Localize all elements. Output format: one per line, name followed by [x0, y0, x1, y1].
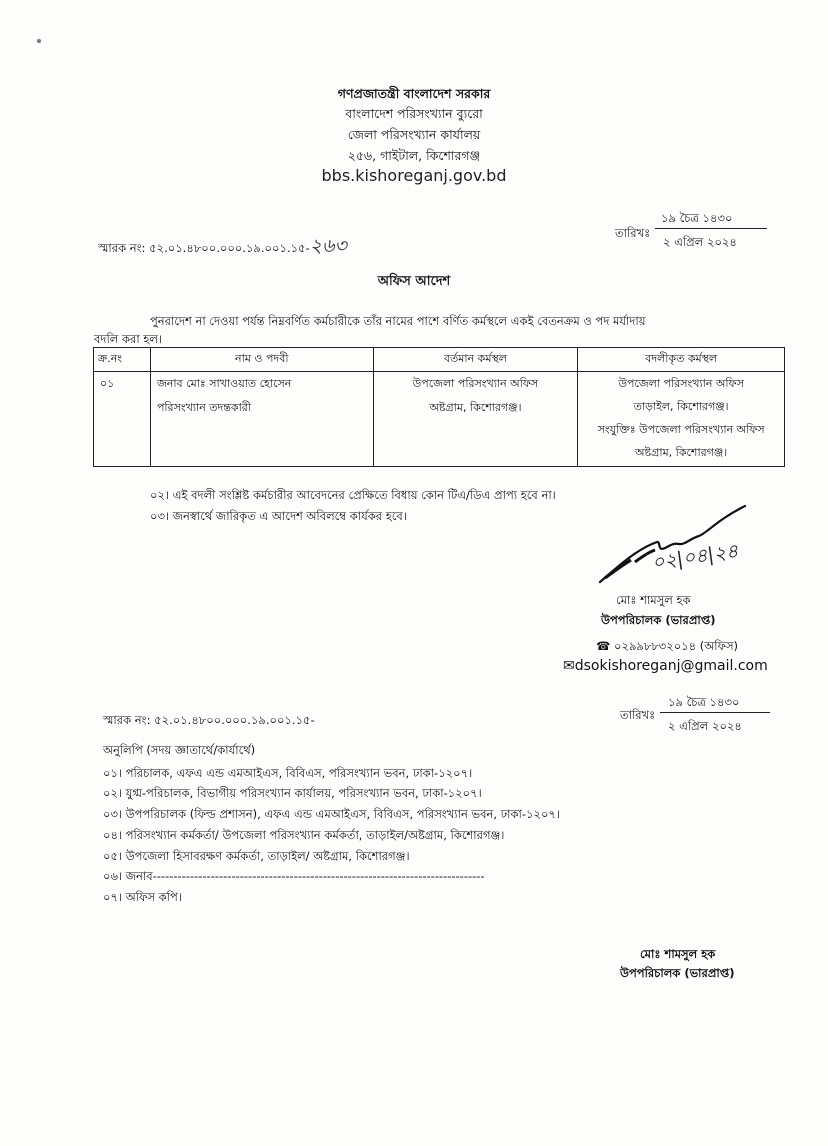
speck-mark — [37, 39, 41, 43]
phone-number: ০২৯৯৮৮৩২০১৪ (অফিস) — [613, 639, 739, 653]
order-note-2: ০২। এই বদলী সংশ্লিষ্ট কর্মচারীর আবেদনের প্রেক্ষিতে বিধায় কোন টিএ/ডিএ প্রাপ্য হবে না। — [150, 488, 556, 502]
order-title: অফিস আদেশ — [377, 274, 451, 289]
date-bangla: ১৯ চৈত্র ১৪৩০ — [661, 211, 733, 225]
col-header-current: বর্তমান কর্মস্থল — [373, 348, 578, 372]
footer-signatory-title: উপপরিচালক (ভারপ্রাপ্ত) — [620, 966, 735, 980]
employee-name: জনাব মোঃ সাখাওয়াত হোসেন — [156, 377, 292, 390]
memo2-date-gregorian: ২ এপ্রিল ২০২৪ — [668, 719, 742, 733]
transfer-table — [93, 347, 785, 467]
footer-signatory-name: মোঃ শামসুল হক — [640, 947, 716, 961]
col-header-serial: ক্র.নং — [94, 348, 151, 372]
memo-reference-handwritten: ২৬৩ — [309, 235, 347, 257]
signatory-title: উপপরিচালক (ভারপ্রাপ্ত) — [601, 613, 716, 627]
memo2-date-bangla: ১৯ চৈত্র ১৪৩০ — [668, 695, 740, 709]
col-header-name: নাম ও পদবী — [150, 348, 373, 372]
cell-transfer — [578, 372, 785, 467]
memo-reference-label: স্মারক নং: ৫২.০১.৪৮০০.০০০.১৯.০০১.১৫- — [98, 241, 310, 255]
office-address: ২৫৬, গাইটাল, কিশোরগঞ্জ — [347, 148, 481, 163]
transfer-office: উপজেলা পরিসংখ্যান অফিস — [618, 377, 744, 390]
phone-icon: ☎ — [596, 639, 611, 653]
copies-heading: অনুলিপি (সদয় জ্ঞাতার্থে/কার্যার্থে) — [103, 743, 256, 757]
cell-name — [150, 372, 373, 467]
employee-designation: পরিসংখ্যান তদন্তকারী — [156, 401, 251, 414]
list-item: ০৭। অফিস কপি। — [103, 890, 182, 904]
memo2-date-label: তারিখঃ — [620, 708, 656, 722]
current-office: উপজেলা পরিসংখ্যান অফিস — [412, 377, 539, 390]
bureau-name: বাংলাদেশ পরিসংখ্যান ব্যুরো — [345, 106, 483, 121]
list-item: ০৩। উপপরিচালক (ফিল্ড প্রশাসন), এফএ এন্ড এমআইএস, বিবিএস, পরিসংখ্যান ভবন, ঢাকা-১২০৭। — [103, 807, 561, 821]
date-label: তারিখঃ — [615, 226, 651, 240]
list-item: ০১। পরিচালক, এফএ এন্ড এমআইএস, বিবিএস, পরিসংখ্যান ভবন, ঢাকা-১২০৭। — [103, 766, 473, 780]
memo2-reference: স্মারক নং: ৫২.০১.৪৮০০.০০০.১৯.০০১.১৫- — [103, 713, 315, 727]
email-address[interactable]: dsokishoreganj@gmail.com — [574, 658, 768, 674]
govt-name: গণপ্রজাতন্ত্রী বাংলাদেশ সরকার — [337, 86, 491, 101]
memo-reference — [98, 232, 347, 264]
signatory-phone — [596, 638, 738, 657]
date-divider — [655, 228, 767, 229]
list-item: ০৫। উপজেলা হিসাবরক্ষণ কর্মকর্তা, তাড়াইল/ অষ্টগ্রাম, কিশোরগঞ্জ। — [103, 849, 410, 863]
list-item: ০৬। জনাব-------------------------------------------------------------------------------- — [103, 869, 485, 883]
current-location: অষ্টগ্রাম, কিশোরগঞ্জ। — [429, 401, 522, 414]
cell-current — [373, 372, 578, 467]
table-header-row — [94, 348, 785, 372]
signature-date: ০২|০৪|২৪ — [650, 540, 740, 574]
date-gregorian: ২ এপ্রিল ২০২৪ — [663, 235, 737, 249]
attachment-location: অষ্টগ্রাম, কিশোরগঞ্জ। — [635, 446, 728, 459]
list-item: ০২। যুগ্ম-পরিচালক, বিভাগীয় পরিসংখ্যান কার্যালয়, পরিসংখ্যান ভবন, ঢাকা-১২০৭। — [103, 786, 482, 800]
cell-serial: ০১ — [94, 372, 151, 467]
order-note-3: ০৩। জনস্বার্থে জারিকৃত এ আদেশ অবিলম্বে কার্যকর হবে। — [150, 509, 407, 523]
memo2-date-divider — [660, 712, 770, 713]
signatory-email — [563, 658, 768, 674]
list-item: ০৪। পরিসংখ্যান কর্মকর্তা/ উপজেলা পরিসংখ্যান কর্মকর্তা, তাড়াইল/অষ্টগ্রাম, কিশোরগঞ্জ। — [103, 828, 505, 842]
table-row — [94, 372, 785, 467]
attachment-office: সংযুক্তিঃ উপজেলা পরিসংখ্যান অফিস — [597, 423, 765, 436]
order-intro-line2: বদলি করা হল। — [94, 332, 163, 346]
envelope-icon: ✉ — [563, 658, 575, 674]
order-intro-line1: পুনরাদেশ না দেওয়া পর্যন্ত নিম্নবর্ণিত কর্মচারীকে তাঁর নামের পাশে বর্ণিত কর্মস্থলে একই বেতনক্রম ও পদ মর্যাদায় — [150, 314, 646, 328]
transfer-location: তাড়াইল, কিশোরগঞ্জ। — [633, 400, 729, 413]
website-link[interactable]: bbs.kishoreganj.gov.bd — [321, 166, 507, 185]
col-header-transfer: বদলীকৃত কর্মস্থল — [578, 348, 785, 372]
signatory-name: মোঃ শামসুল হক — [616, 593, 691, 607]
office-name: জেলা পরিসংখ্যান কার্যালয় — [347, 127, 481, 142]
